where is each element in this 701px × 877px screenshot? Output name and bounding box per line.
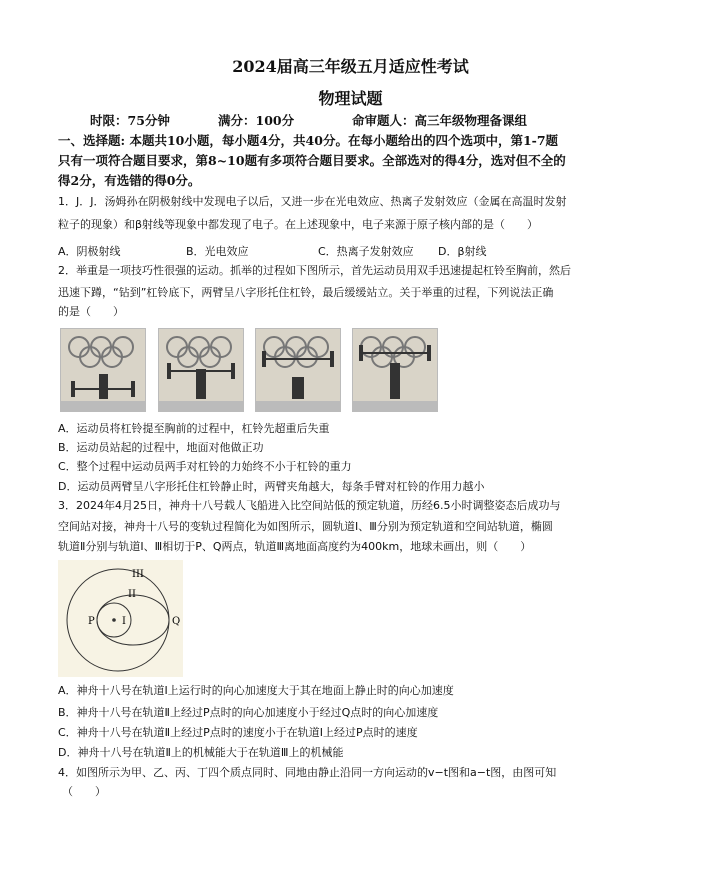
section-instruction: 得2分，有选错的得0分。 <box>58 173 201 188</box>
weightlifting-photo-2 <box>158 328 244 412</box>
label-q: Q <box>172 616 181 627</box>
q1-stem: 粒子的现象）和β射线等现象中都发现了电子。在上述现象中，电子来源于原子核内部的是（ ） <box>58 218 539 231</box>
q3-stem: 空间站对接，神舟十八号的变轨过程简化为如图所示，圆轨道Ⅰ、Ⅲ分别为预定轨道和空间站轨道，椭圆 <box>58 520 553 533</box>
orbit-iii <box>67 569 169 671</box>
q2-option-a: A．运动员将杠铃提至胸前的过程中，杠铃先超重后失重 <box>58 422 330 435</box>
earth-center <box>112 618 116 622</box>
q2-stem: 的是（ ） <box>58 305 124 318</box>
q1-option-d: D．β射线 <box>438 245 487 258</box>
q3-option-b: B．神舟十八号在轨道Ⅱ上经过P点时的向心加速度小于经过Q点时的向心加速度 <box>58 706 439 719</box>
orbit-ii <box>97 595 169 645</box>
q2-stem: 2．举重是一项技巧性很强的运动。抓举的过程如下图所示，首先运动员用双手迅速提起杠铃至胸前，然后 <box>58 264 571 277</box>
q2-option-c: C．整个过程中运动员两手对杠铃的力始终不小于杠铃的重力 <box>58 460 352 473</box>
label-i: I <box>122 616 126 627</box>
subject-title: 物理试题 <box>318 89 383 108</box>
q3-option-d: D．神舟十八号在轨道Ⅱ上的机械能大于在轨道Ⅲ上的机械能 <box>58 746 344 759</box>
label-ii: II <box>128 589 136 600</box>
orbit-diagram <box>58 560 183 677</box>
q4-stem: 4．如图所示为甲、乙、丙、丁四个质点同时、同地由静止沿同一方向运动的v−t图和a−t图，由图可知 <box>58 766 557 779</box>
section-instruction: 一、选择题: 本题共10小题，每小题4分，共40分。在每小题给出的四个选项中，第1-7题 <box>58 133 559 148</box>
exam-title: 2024届高三年级五月适应性考试 <box>232 57 469 76</box>
section-instruction: 只有一项符合题目要求，第8~10题有多项符合题目要求。全部选对的得4分，选对但不全的 <box>58 153 566 168</box>
q2-stem: 迅速下蹲，“钻到”杠铃底下，两臂呈八字形托住杠铃，最后缓缓站立。关于举重的过程，下列说法正确 <box>58 286 554 299</box>
label-p: P <box>88 616 95 627</box>
author: 命审题人：高三年级物理备课组 <box>352 113 528 128</box>
weightlifting-photo-4 <box>352 328 438 412</box>
q1-option-b: B．光电效应 <box>186 245 249 258</box>
q1-option-c: C．热离子发射效应 <box>318 245 414 258</box>
weightlifting-photo-3 <box>255 328 341 412</box>
q3-option-c: C．神舟十八号在轨道Ⅱ上经过P点时的速度小于在轨道Ⅰ上经过P点时的速度 <box>58 726 418 739</box>
time-limit: 时限：75分钟 <box>90 113 170 128</box>
q2-option-b: B．运动员站起的过程中，地面对他做正功 <box>58 441 264 454</box>
full-score: 满分：100分 <box>218 113 295 128</box>
q1-option-a: A．阴极射线 <box>58 245 121 258</box>
q4-stem: （ ） <box>62 785 106 798</box>
q2-option-d: D．运动员两臂呈八字形托住杠铃静止时，两臂夹角越大，每条手臂对杠铃的作用力越小 <box>58 480 485 493</box>
q3-stem: 轨道Ⅱ分别与轨道Ⅰ、Ⅲ相切于P、Q两点，轨道Ⅲ离地面高度约为400km，地球未画出，则（ ） <box>58 540 532 553</box>
q3-option-a: A．神舟十八号在轨道Ⅰ上运行时的向心加速度大于其在地面上静止时的向心加速度 <box>58 684 454 697</box>
q1-stem: 1．J．J．汤姆孙在阴极射线中发现电子以后，又进一步在光电效应、热离子发射效应（金属在高温时发射 <box>58 195 567 208</box>
q3-stem: 3．2024年4月25日，神舟十八号载人飞船进入比空间站低的预定轨道，历经6.5小时调整姿态后成功与 <box>58 499 561 512</box>
weightlifting-photo-1 <box>60 328 146 412</box>
label-iii: III <box>132 569 144 580</box>
